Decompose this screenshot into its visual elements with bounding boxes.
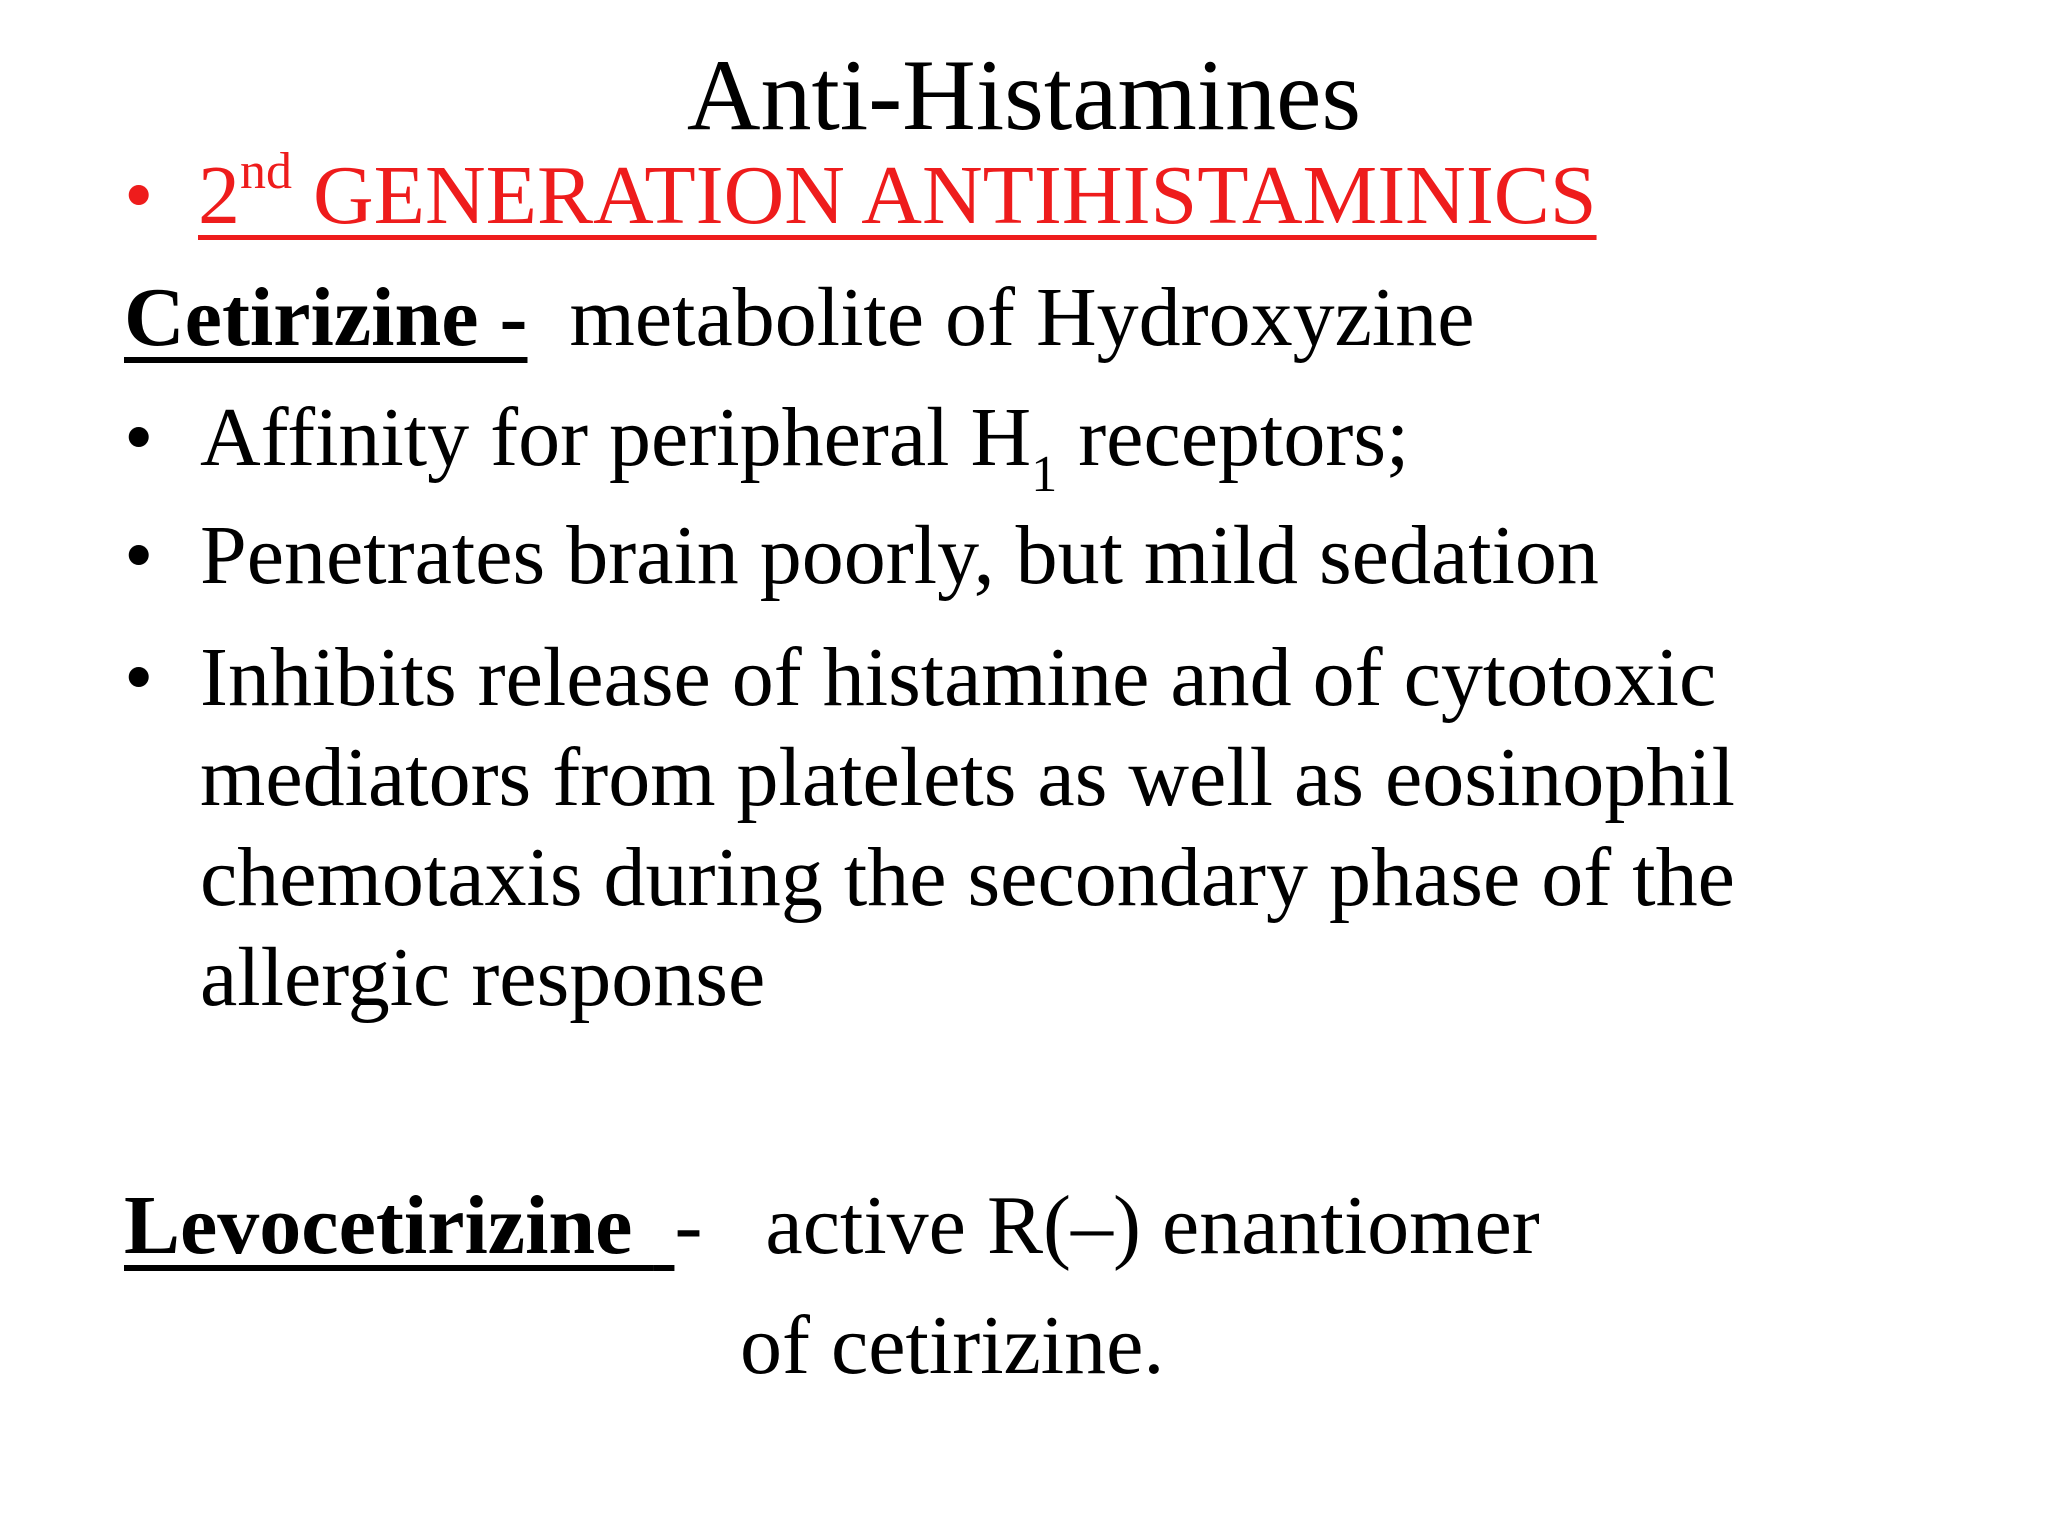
point-3-bullet: •	[124, 631, 154, 724]
levocetirizine-line	[124, 1176, 1540, 1276]
point-1-text-before: Affinity for peripheral H	[200, 391, 1032, 484]
generation-heading-text: GENERATION ANTIHISTAMINICS	[292, 149, 1597, 242]
generation-suffix: nd	[240, 143, 292, 200]
levocetirizine-dash-underline	[653, 1179, 674, 1272]
cetirizine-line	[124, 268, 1475, 368]
slide-title: Anti-Histamines	[686, 39, 1362, 152]
cetirizine-description: metabolite of Hydroxyzine	[569, 271, 1475, 364]
point-1-subscript: 1	[1031, 445, 1058, 503]
levocetirizine-description-1: active R(–) enantiomer	[765, 1179, 1540, 1272]
point-1-text-after: receptors;	[1057, 391, 1410, 484]
levocetirizine-description-2: of cetirizine.	[740, 1299, 1165, 1392]
levocetirizine-dash: -	[674, 1179, 703, 1272]
point-2: Penetrates brain poorly, but mild sedation	[200, 509, 1599, 602]
point-1-bullet: •	[124, 391, 154, 484]
point-1	[200, 388, 1410, 503]
levocetirizine-gap	[702, 1179, 765, 1272]
cetirizine-name: Cetirizine -	[124, 271, 528, 364]
levocetirizine-name: Levocetirizine	[124, 1179, 654, 1272]
point-2-bullet: •	[124, 509, 154, 602]
point-3-line-1: Inhibits release of histamine and of cytotoxic	[200, 631, 1717, 724]
point-3-line-2: mediators from platelets as well as eosinophil	[200, 731, 1735, 824]
generation-heading	[198, 143, 1597, 246]
generation-number: 2	[198, 149, 240, 242]
generation-heading-underlined	[198, 143, 1597, 242]
cetirizine-gap	[527, 271, 569, 364]
point-3-line-3: chemotaxis during the secondary phase of the	[200, 831, 1735, 924]
heading-bullet: •	[124, 149, 154, 242]
point-3-line-4: allergic response	[200, 931, 766, 1024]
